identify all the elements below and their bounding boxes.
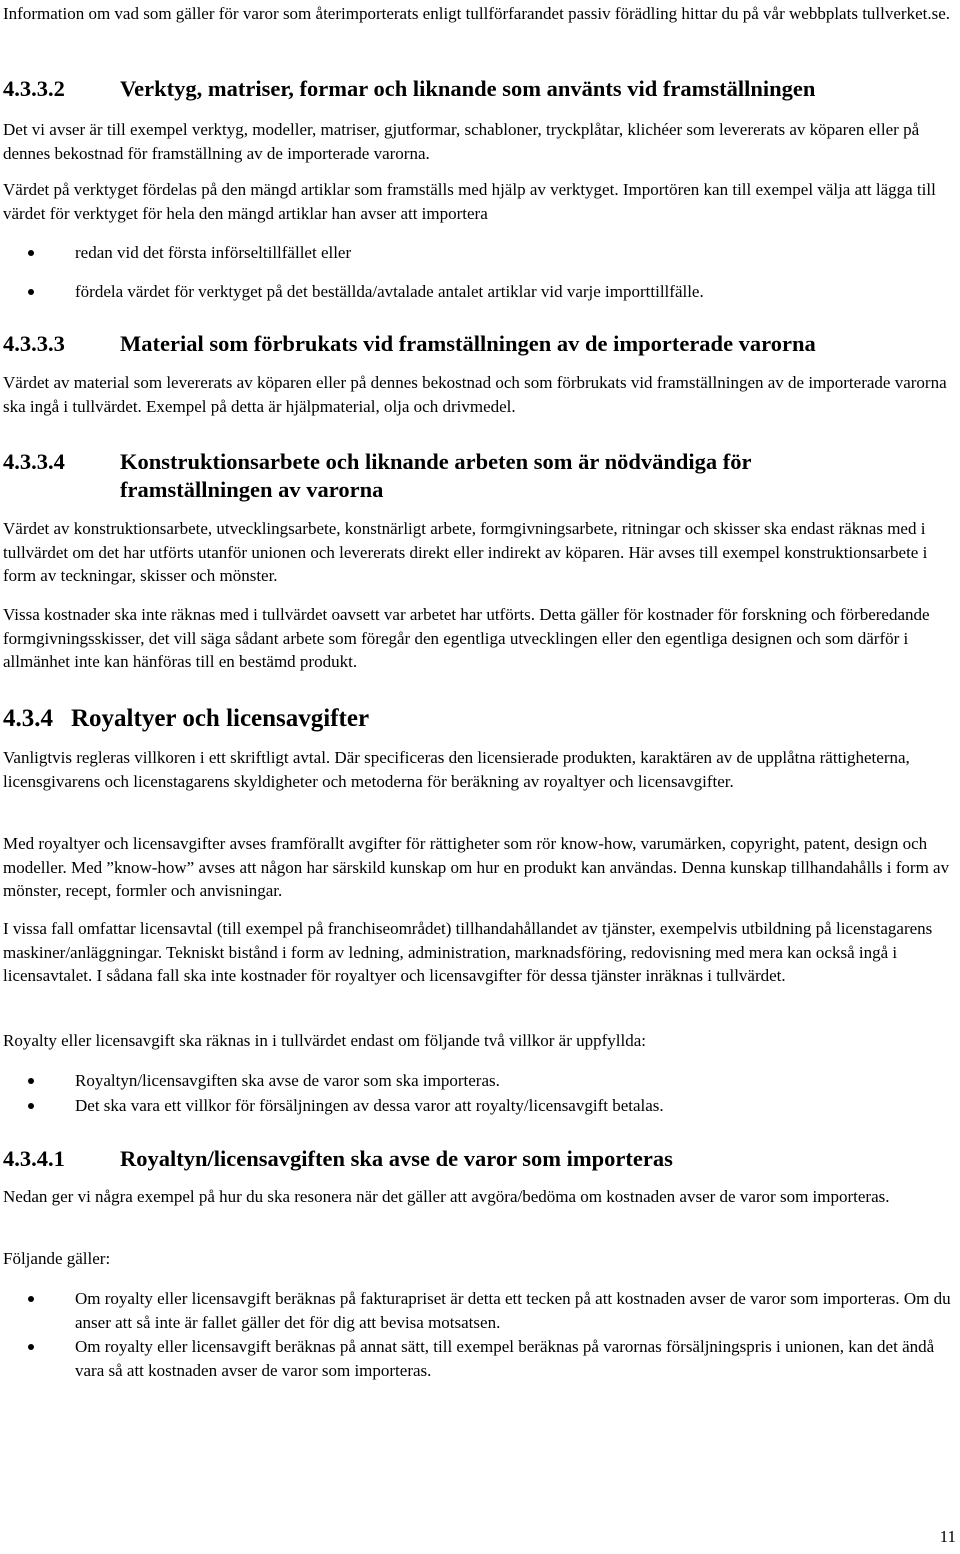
page-number: 11 — [939, 1527, 956, 1546]
section-number: 4.3.3.3 — [3, 331, 65, 356]
bullet-icon — [28, 1078, 34, 1084]
section-number: 4.3.4.1 — [3, 1146, 65, 1171]
section-title: Royaltyn/licensavgiften ska avse de varor som importeras — [120, 1146, 673, 1171]
paragraph: Följande gäller: — [3, 1249, 111, 1268]
list-item-text: Royaltyn/licensavgiften ska avse de varor som ska importeras. — [75, 1071, 500, 1090]
paragraph: I vissa fall omfattar licensavtal (till exempel på franchiseområdet) tillhandahållandet av tjänster, exempelvis utbildning på licenstagarens maskiner/anläggningar. Tekniskt bistånd i form av ledning, administration, marknadsföring, redovisning med mera kan också ingå i licensavtalet. I sådana fall ska inte kostnader för royaltyer och licensavgifter för dessa tjänster inräknas i tullvärdet. — [3, 919, 933, 985]
heading-4-3-3-4 — [3, 448, 953, 504]
paragraph: Värdet av konstruktionsarbete, utvecklingsarbete, konstnärligt arbete, formgivningsarbete, ritningar och skisser ska endast räknas med i tullvärdet om det har utförts utanför unionen och levererats direkt eller indirekt av köparen. Här avses till exempel konstruktionsarbete i form av teckningar, skisser och mönster. — [3, 519, 928, 585]
list-item-text: redan vid det första införseltillfället eller — [75, 243, 352, 262]
section-number: 4.3.3.2 — [3, 76, 65, 101]
paragraph: Värdet av material som levererats av köparen eller på dennes bekostnad och som förbrukats vid framställningen av de importerade varorna ska ingå i tullvärdet. Exempel på detta är hjälpmaterial, olja och drivmedel. — [3, 373, 947, 416]
bullet-icon — [28, 1296, 34, 1302]
paragraph: Nedan ger vi några exempel på hur du ska resonera när det gäller att avgöra/bedöma om kostnaden avser de varor som importeras. — [3, 1187, 890, 1206]
heading-4-3-4 — [3, 704, 369, 734]
list-item-text: fördela värdet för verktyget på det beställda/avtalade antalet artiklar vid varje importtillfälle. — [75, 282, 704, 301]
bullet-icon — [28, 250, 34, 256]
paragraph: Vanligtvis regleras villkoren i ett skriftligt avtal. Där specificeras den licensierade produkten, karaktären av de upplåtna rättigheterna, licensgivarens och licenstagarens skyldigheter och metoderna för beräkning av royaltyer och licensavgifter. — [3, 748, 910, 791]
list-item-text: Om royalty eller licensavgift beräknas på annat sätt, till exempel beräknas på varornas försäljningspris i unionen, kan det ändå vara så att kostnaden avser de varor som importeras. — [75, 1337, 935, 1380]
paragraph: Med royaltyer och licensavgifter avses framförallt avgifter för rättigheter som rör know-how, varumärken, copyright, patent, design och modeller. Med ”know-how” avses att någon har särskild kunskap om hur en produkt kan användas. Denna kunskap tillhandahålls i form av mönster, recept, formler och anvisningar. — [3, 834, 950, 900]
section-title: Konstruktionsarbete och liknande arbeten som är nödvändiga för framställningen av varorna — [120, 449, 752, 502]
paragraph: Det vi avser är till exempel verktyg, modeller, matriser, gjutformar, schabloner, tryckplåtar, klichéer som levererats av köparen eller på dennes bekostnad för framställning av de importerade varorna. — [3, 120, 920, 163]
bullet-icon — [28, 1103, 34, 1109]
list-item-text: Det ska vara ett villkor för försäljningen av dessa varor att royalty/licensavgift betalas. — [75, 1096, 664, 1115]
section-number: 4.3.3.4 — [3, 449, 65, 474]
heading-4-3-4-1 — [3, 1145, 953, 1173]
paragraph: Värdet på verktyget fördelas på den mängd artiklar som framställs med hjälp av verktyget. Importören kan till exempel välja att lägga till värdet för verktyget för hela den mängd artiklar han avser att importera — [3, 180, 936, 223]
section-title: Material som förbrukats vid framställningen av de importerade varorna — [120, 331, 816, 356]
bullet-icon — [28, 289, 34, 295]
heading-4-3-3-2 — [3, 75, 953, 103]
heading-4-3-3-3 — [3, 330, 953, 358]
section-number: 4.3.4 — [3, 705, 53, 732]
paragraph: Royalty eller licensavgift ska räknas in i tullvärdet endast om följande två villkor är uppfyllda: — [3, 1031, 646, 1050]
section-title: Verktyg, matriser, formar och liknande som använts vid framställningen — [120, 76, 816, 101]
list-item-text: Om royalty eller licensavgift beräknas på fakturapriset är detta ett tecken på att kostnaden avser de varor som importeras. Om du anser att så inte är fallet gäller det för dig att bevisa motsatsen. — [75, 1289, 951, 1332]
paragraph: Vissa kostnader ska inte räknas med i tullvärdet oavsett var arbetet har utförts. Detta gäller för kostnader för forskning och förberedande formgivningsskisser, det vill säga sådant arbete som föregår den egentliga utvecklingen eller den egentliga designen och som därför i allmänhet inte kan hänföras till en bestämd produkt. — [3, 605, 930, 671]
section-title: Royaltyer och licensavgifter — [71, 705, 370, 732]
intro-paragraph: Information om vad som gäller för varor som återimporterats enligt tullförfarandet passiv förädling hittar du på vår webbplats tullverket.se. — [3, 4, 950, 23]
bullet-icon — [28, 1344, 34, 1350]
